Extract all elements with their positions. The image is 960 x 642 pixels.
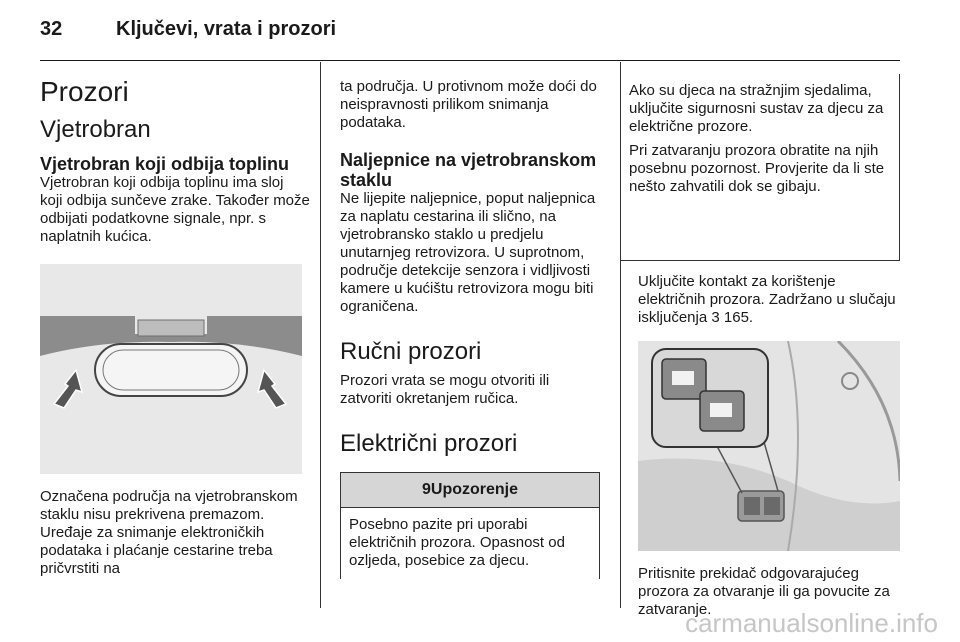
header-rule: [40, 60, 900, 61]
paragraph-manual-windows: Prozori vrata se mogu otvoriti ili zatvoriti okretanjem ručica.: [340, 372, 550, 407]
warning-children-text: Ako su djeca na stražnjim sjedalima, uključite sigurnosni sustav za djecu za električne prozore.: [629, 82, 884, 135]
section-title-manual-windows: Ručni prozori: [340, 338, 482, 365]
paragraph-marked-areas: Označena područja na vjetrobranskom staklu nisu prekrivena premazom. Uređaje za snimanje elektroničkih podataka i plaćanje cestarine treba pričvrstiti na: [40, 488, 298, 577]
section-title-windows: Prozori: [40, 76, 129, 107]
page-reference-number: 165.: [723, 309, 754, 326]
ignition-text: Uključite kontakt za korištenje električnih prozora. Zadržano u slučaju isključenja: [638, 273, 896, 326]
warning-closing-text: Pri zatvaranju prozora obratite na njih posebnu pozornost. Provjerite da li ste nešto zahvatili dok se gibaju.: [629, 142, 885, 195]
watermark-text: carmanualsonline.info: [685, 608, 938, 638]
column-2: [340, 62, 602, 579]
paragraph-marked-areas-continued: ta područja. U protivnom može doći do neispravnosti prilikom snimanja podataka.: [340, 78, 597, 131]
door-switch-figure: [638, 341, 900, 551]
warning-triangle-icon: 9: [421, 481, 431, 498]
section-title-power-windows: Električni prozori: [340, 430, 518, 457]
paragraph-press-switch: Pritisnite prekidač odgovarajućeg prozora za otvaranje ili ga povucite za zatvaranje.: [638, 565, 890, 618]
warning-title: Upozorenje: [430, 481, 519, 498]
watermark: [0, 608, 960, 639]
column-3: [620, 62, 900, 619]
warning-box-continued: [620, 74, 900, 261]
column-divider-1: [320, 62, 321, 608]
page-reference-icon: 3: [711, 309, 720, 326]
chapter-title: Ključevi, vrata i prozori: [116, 18, 337, 40]
heading-heat-reflecting-windscreen: Vjetrobran koji odbija toplinu: [40, 154, 290, 174]
windscreen-mirror-illustration: [40, 264, 302, 474]
warning-text: Posebno pazite pri uporabi električnih prozora. Opasnost od ozljeda, posebice za djecu.: [349, 516, 565, 569]
subsection-title-windscreen: Vjetrobran: [40, 116, 151, 143]
column-1: [40, 62, 310, 578]
heading-windscreen-stickers: Naljepnice na vjetrobranskom staklu: [340, 150, 597, 190]
page-header: [40, 18, 900, 62]
paragraph-ignition: [620, 273, 900, 327]
warning-box: [340, 472, 600, 579]
page-number: 32: [40, 18, 63, 40]
paragraph-heat-reflecting: Vjetrobran koji odbija toplinu ima sloj koji odbija sunčeve zrake. Također može odbijati podatkovne signale, npr. s naplatnih kućica.: [40, 174, 310, 245]
rear-view-mirror-figure: [40, 264, 302, 474]
paragraph-stickers: Ne lijepite naljepnice, poput naljepnica za naplatu cestarina ili slično, na vjetrobransko staklo u predjelu unutarnjeg retrovizora. U suprotnom, područje detekcije senzora i vidljivosti kamere u kućištu retrovizora mogu biti ograničena.: [340, 190, 596, 315]
power-window-switch-illustration: [638, 341, 900, 551]
warning-header: [341, 473, 599, 508]
